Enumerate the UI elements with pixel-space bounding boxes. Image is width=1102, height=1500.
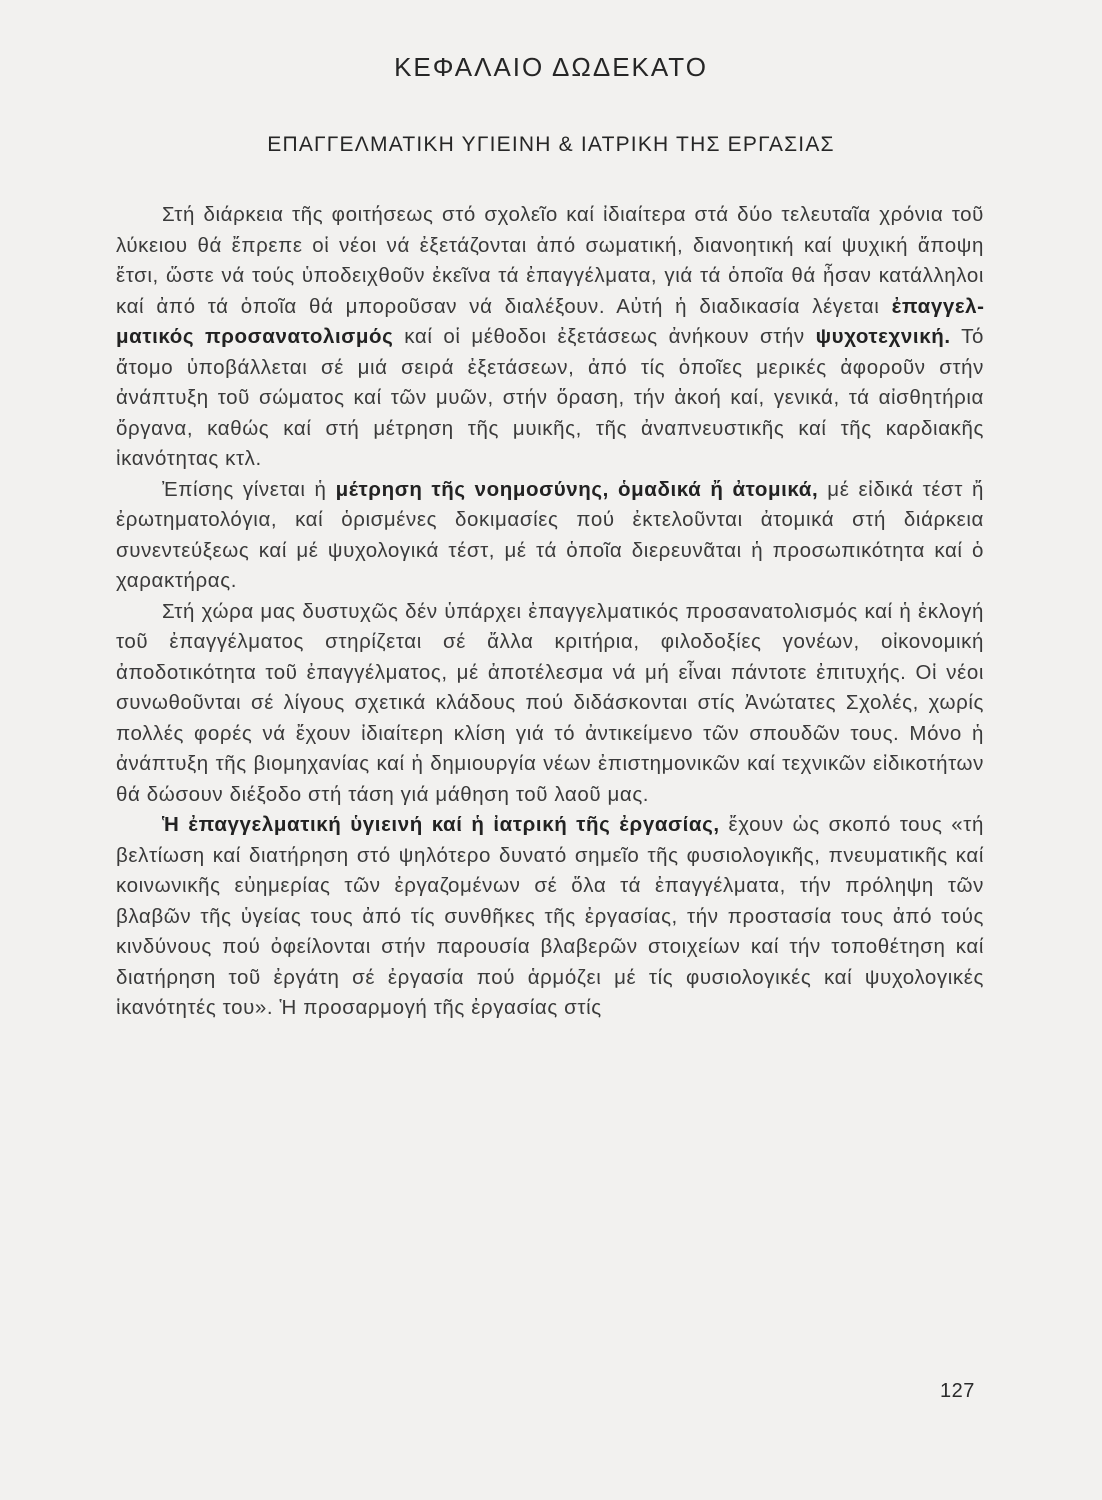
paragraph-2 [116, 475, 984, 597]
paragraph-text: Στή χώρα μας δυστυχῶς δέν ὑπάρχει ἐπαγγελματικός προσανατολισμός καί ἡ ἐκλογή τοῦ ἐπαγγέλματος στηρίζεται σέ ἄλλα κριτήρια, φιλοδοξίες γονέων, οἰκονομική ἀποδοτικότητα τοῦ ἐπαγγέλματος, μέ ἀποτέλεσμα νά μή εἶναι πάντοτε ἐπιτυχής. Οἱ νέοι συνωθοῦνται σέ λίγους σχετικά κλάδους πού διδάσκονται στίς Ἀνώτατες Σχολές, χωρίς πολλές φορές νά ἔχουν ἰδιαίτερη κλίση γιά τό ἀντικείμενο τῶν σπουδῶν τους. Μόνο ἡ ἀνάπτυξη τῆς βιομηχανίας καί ἡ δημιουργία νέων ἐπιστημονικῶν καί τεχνικῶν εἰδικοτήτων θά δώσουν διέξοδο στή τάση γιά μάθηση τοῦ λαοῦ μας. [116, 599, 984, 806]
bold-term-vocational-guidance: ἐπαγγελματικός προσανατολισμός [116, 294, 984, 348]
paragraph-text: ἔχουν ὡς σκοπό τους «τή βελτίωση καί διατήρηση στό ψηλότερο δυνατό σημεῖο τῆς φυσιολογικῆς, πνευματικῆς καί κοινωνικῆς εὐημερίας τῶν ἐργαζομένων σέ ὅλα τά ἐπαγγέλματα, τήν πρόληψη τῶν βλαβῶν τῆς ὑγείας τους ἀπό τίς συνθῆκες τῆς ἐργασίας, τήν προστασία τους ἀπό τούς κινδύνους πού ὀφείλονται στήν παρουσία βλαβερῶν στοιχείων καί τήν τοποθέτηση καί διατήρηση τοῦ ἐργάτη σέ ἐργασία πού ἁρμόζει μέ τίς φυσιολογικές καί ψυχολογικές ἱκανότητές του». Ἡ προσαρμογή τῆς ἐργασίας στίς [116, 813, 984, 1019]
page-number: 127 [940, 1380, 975, 1402]
bold-term-occupational-hygiene: Ἡ ἐπαγγελματική ὑγιεινή καί ἡ ἰατρική τῆς ἐργασίας, [162, 813, 720, 836]
chapter-title: ΚΕΦΑΛΑΙΟ ΔΩΔΕΚΑΤΟ [394, 52, 708, 82]
paragraph-text: μέ εἰδικά τέστ ἤ ἐρωτηματολόγια, καί ὁρισμένες δοκιμασίες πού ἐκτελοῦνται ἀτομικά στή διάρκεια συνεντεύξεως καί μέ ψυχολογικά τέστ, μέ τά ὁποῖα διερευνᾶται ἡ προσωπικότητα καί ὁ χαρακτήρας. [116, 477, 984, 592]
paragraph-3 [116, 597, 984, 811]
paragraph-text: Ἐπίσης γίνεται ἡ [162, 477, 336, 501]
paragraph-text: Τό ἄτομο ὑποβάλλεται σέ μιά σειρά ἐξετάσεων, ἀπό τίς ὁποῖες μερικές ἀφοροῦν στήν ἀνάπτυξη τοῦ σώματος καί τῶν μυῶν, στήν ὅραση, τήν ἀκοή καί, γενικά, τά αἰσθητήρια ὄργανα, καθώς καί στή μέτρηση τῆς μυικῆς, τῆς ἀναπνευστικῆς καί τῆς καρδιακῆς ἱκανότητας κτλ. [116, 325, 985, 470]
body-text [116, 200, 984, 1024]
paragraph-4 [116, 810, 984, 1024]
bold-term-psychotechnics: ψυχοτεχνική. [815, 325, 951, 348]
section-title: ΕΠΑΓΓΕΛΜΑΤΙΚΗ ΥΓΙΕΙΝΗ & ΙΑΤΡΙΚΗ ΤΗΣ ΕΡΓΑΣΙΑΣ [267, 133, 835, 156]
paragraph-text: καί οἱ μέθοδοι ἐξετάσεως ἀνήκουν στήν [393, 325, 816, 348]
paragraph-text: Στή διάρκεια τῆς φοιτήσεως στό σχολεῖο καί ἰδιαίτερα στά δύο τελευταῖα χρόνια τοῦ λύκειου θά ἔπρεπε οἱ νέοι νά ἐξετάζονται ἀπό σωματική, διανοητική καί ψυχική ἄποψη ἔτσι, ὥστε νά τούς ὑποδειχθοῦν ἐκεῖνα τά ἐπαγγέλματα, γιά τά ὁποῖα θά ἦσαν κατάλληλοι καί ἀπό τά ὁποῖα θά μποροῦσαν νά διαλέξουν. Αὐτή ἡ διαδικασία λέγεται [116, 203, 984, 318]
paragraph-1 [116, 200, 984, 475]
bold-term-intelligence-measurement: μέτρηση τῆς νοημοσύνης, ὁμαδικά ἤ ἀτομικά, [335, 477, 819, 501]
